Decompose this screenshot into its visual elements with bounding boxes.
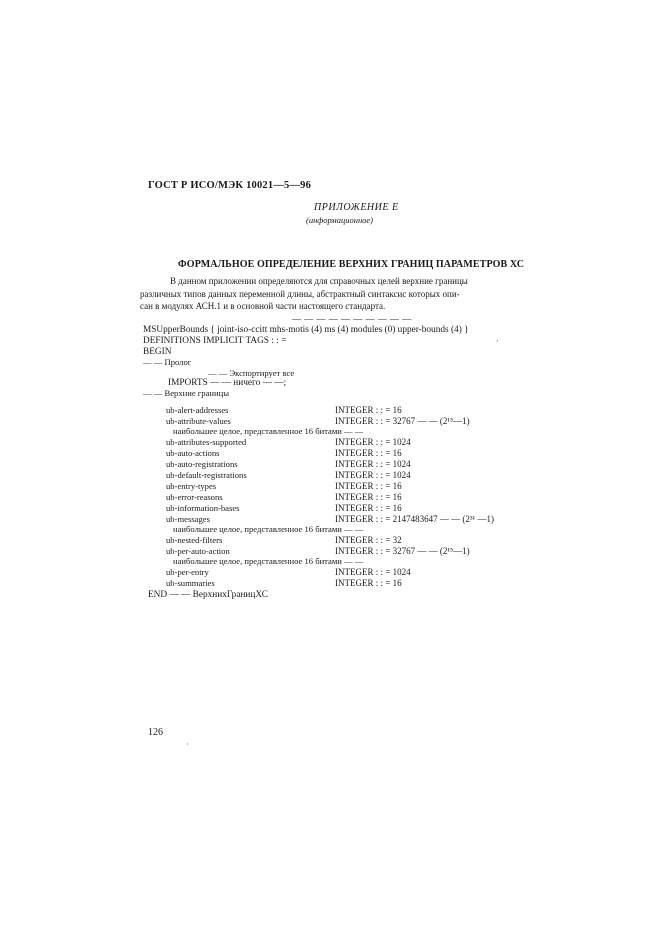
entry-type: INTEGER : : = 32	[335, 535, 402, 545]
entry-name: ub-attributes-supported	[166, 437, 247, 447]
paragraph-line: сан в модулях АСН.1 и в основной части настоящего стандарта.	[140, 301, 386, 311]
entry-type: INTEGER : : = 2147483647 — — (2³¹ —1)	[335, 514, 494, 524]
entry-type: INTEGER : : = 16	[335, 578, 402, 588]
appendix-subtitle: (информационное)	[306, 215, 374, 225]
entry-type: INTEGER : : = 16	[335, 448, 402, 458]
entry-name: ub-messages	[166, 514, 210, 524]
entry-name: ub-per-entry	[166, 567, 209, 577]
entry-type: INTEGER : : = 16	[335, 481, 402, 491]
entry-comment: наибольшее целое, представленное 16 битами — —	[173, 556, 364, 566]
entry-type: INTEGER : : = 16	[335, 503, 402, 513]
entry-name: ub-auto-actions	[166, 448, 220, 458]
appendix-title: ПРИЛОЖЕНИЕ Е	[314, 202, 399, 213]
document-header: ГОСТ Р ИСО/МЭК 10021—5—96	[148, 180, 312, 191]
section-title: ФОРМАЛЬНОЕ ОПРЕДЕЛЕНИЕ ВЕРХНИХ ГРАНИЦ ПАРАМЕТРОВ ХС	[178, 259, 525, 270]
bounds-comment: — — Верхние границы	[143, 388, 229, 398]
entry-comment: наибольшее целое, представленное 16 битами — —	[173, 426, 364, 436]
prolog-comment: — — Пролог	[143, 357, 192, 367]
entry-name: ub-attribute-values	[166, 416, 231, 426]
imports-line: IMPORTS — — ничего — —;	[168, 378, 287, 388]
entry-name: ub-auto-registrations	[166, 459, 238, 469]
entry-type: INTEGER : : = 16	[335, 492, 402, 502]
export-comment: — — Экспортирует все	[208, 368, 295, 378]
entry-name: ub-nested-filters	[166, 535, 223, 545]
entry-type: INTEGER : : = 1024	[335, 437, 411, 447]
entry-name: ub-summaries	[166, 578, 215, 588]
entry-name: ub-per-auto-action	[166, 546, 230, 556]
entry-type: INTEGER : : = 32767 — — (2¹⁵—1)	[335, 416, 470, 426]
entry-name: ub-entry-types	[166, 481, 217, 491]
entry-name: ub-alert-addresses	[166, 405, 229, 415]
entry-comment: наибольшее целое, представленное 16 битами — —	[173, 524, 364, 534]
entry-type: INTEGER : : = 1024	[335, 470, 411, 480]
intro-paragraph	[140, 275, 520, 313]
entry-name: ub-default-registrations	[166, 470, 247, 480]
paragraph-line: В данном приложении определяются для справочных целей верхние границы	[170, 276, 468, 286]
entry-name: ub-error-reasons	[166, 492, 223, 502]
entry-name: ub-information-bases	[166, 503, 240, 513]
end-line: END — — ВерхнихГраницХС	[148, 590, 268, 600]
begin-line: BEGIN	[143, 347, 172, 357]
entry-type: INTEGER : : = 1024	[335, 459, 411, 469]
separator-line: — — — — — — — — — —	[292, 314, 412, 324]
entry-type: INTEGER : : = 32767 — — (2¹⁵—1)	[335, 546, 470, 556]
module-header-line: MSUpperBounds { joint-iso-ccitt mhs-motis (4) ms (4) modules (0) upper-bounds (4) }	[143, 325, 469, 335]
page-number: 126	[148, 727, 163, 738]
definitions-line: DEFINITIONS IMPLICIT TAGS : : =	[143, 336, 287, 346]
speck-mark: ·	[496, 337, 499, 346]
entry-type: INTEGER : : = 16	[335, 405, 402, 415]
speck-mark: ·	[186, 740, 189, 749]
paragraph-line: различных типов данных переменной длины, абстрактный синтаксис которых опи-	[140, 288, 460, 299]
entry-type: INTEGER : : = 1024	[335, 567, 411, 577]
